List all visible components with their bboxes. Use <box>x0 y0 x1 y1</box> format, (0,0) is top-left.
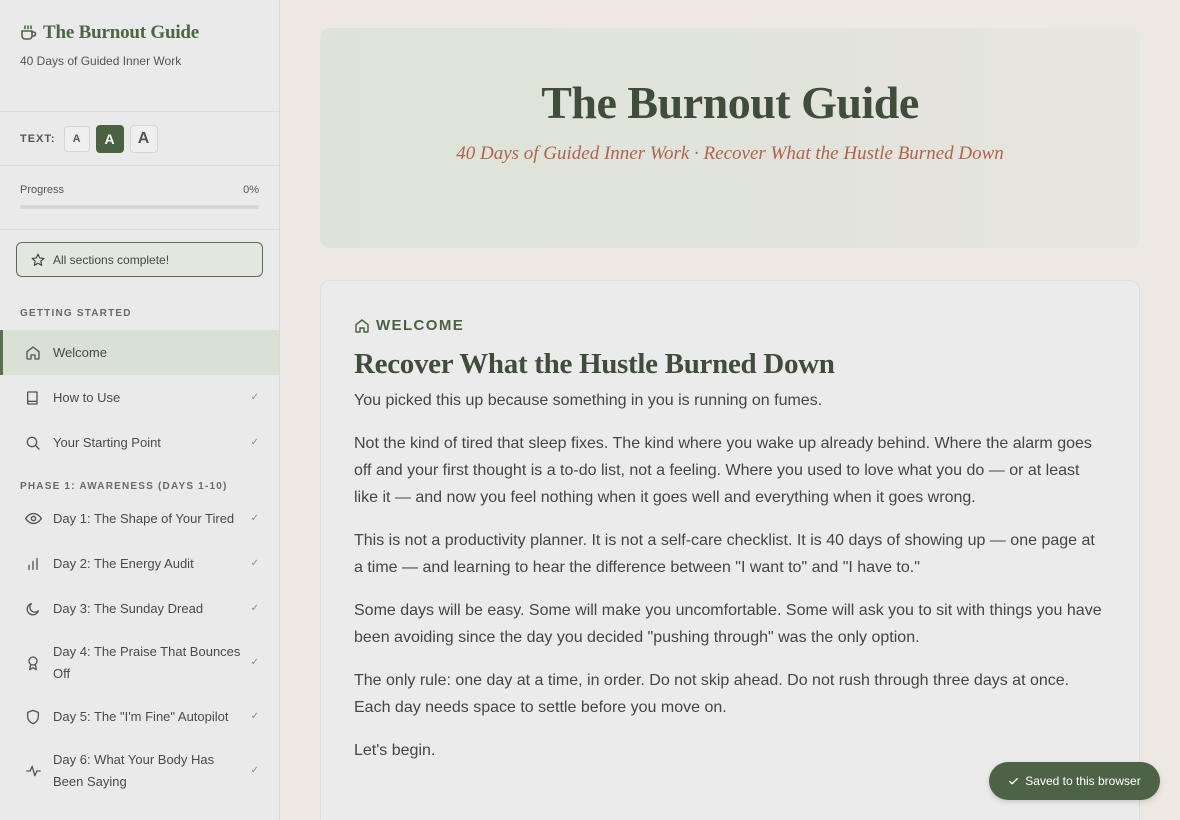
sidebar-header <box>0 0 279 112</box>
pulse-icon <box>24 762 42 780</box>
eye-icon <box>24 510 42 528</box>
sidebar-item-label: Day 3: The Sunday Dread <box>53 600 204 616</box>
saved-toast[interactable] <box>989 762 1160 800</box>
progress-value: 0% <box>243 184 259 196</box>
text-size-medium-button[interactable]: A <box>96 125 124 153</box>
check-icon: ✓ <box>250 711 259 722</box>
paragraph: Let's begin. <box>354 742 436 759</box>
paragraph: Not the kind of tired that sleep fixes. The kind where you wake up already behind. Where the alarm goes off and your first thought is a to-do list, not a feeling. Where you used to love what you do — or at least like it — and now you feel nothing when it goes well and everything when it goes wrong. <box>354 435 1092 506</box>
paragraph: You picked this up because something in you is running on fumes. <box>354 392 823 409</box>
progress-label: Progress <box>20 184 65 196</box>
sidebar-item-day-3[interactable] <box>0 586 279 631</box>
star-icon <box>31 253 45 267</box>
sidebar-item-label: Your Starting Point <box>53 434 161 450</box>
paragraph: The only rule: one day at a time, in order. Do not skip ahead. Do not rush through three days at once. Each day needs space to settle before you move on. <box>354 672 1070 716</box>
paragraph: Some days will be easy. Some will make you uncomfortable. Some will ask you to sit with things you have been avoiding since the day you decided "pushing through" was the only option. <box>354 602 1102 646</box>
sidebar-item-starting-point[interactable] <box>0 420 279 465</box>
app-subtitle: 40 Days of Guided Inner Work <box>20 54 182 68</box>
mug-icon <box>20 25 37 41</box>
sidebar-item-day-5[interactable] <box>0 694 279 739</box>
search-icon <box>24 434 42 452</box>
all-complete-badge[interactable] <box>16 242 263 277</box>
home-icon <box>24 344 42 362</box>
sidebar-item-welcome[interactable] <box>0 330 279 375</box>
text-size-label: TEXT: <box>20 132 56 145</box>
sidebar-item-label: Day 2: The Energy Audit <box>53 555 194 571</box>
sidebar-item-label: Day 6: What Your Body Has Been Saying <box>53 751 215 789</box>
hero-subtitle: 40 Days of Guided Inner Work · Recover What the Hustle Burned Down <box>456 143 1004 164</box>
text-size-small-button[interactable]: A <box>64 126 90 152</box>
section-label-getting-started: GETTING STARTED <box>20 308 132 319</box>
content-card <box>320 280 1140 820</box>
sidebar-item-label: Day 5: The "I'm Fine" Autopilot <box>53 708 229 724</box>
sidebar-item-day-2[interactable] <box>0 541 279 586</box>
section-kicker: WELCOME <box>376 317 465 334</box>
sidebar-item-day-4[interactable] <box>0 631 279 694</box>
check-icon: ✓ <box>250 765 259 776</box>
text-size-control <box>0 112 279 166</box>
paragraph: This is not a productivity planner. It is not a self-care checklist. It is 40 days of showing up — one page at a time — and learning to hear the difference between "I want to" and "I have to." <box>354 532 1095 576</box>
sidebar-item-day-1[interactable] <box>0 496 279 541</box>
shield-icon <box>24 708 42 726</box>
sidebar-item-label: Day 1: The Shape of Your Tired <box>53 510 235 526</box>
check-icon: ✓ <box>250 558 259 569</box>
app-title: The Burnout Guide <box>43 22 200 43</box>
saved-toast-text: Saved to this browser <box>1025 774 1141 788</box>
home-icon <box>354 318 370 334</box>
sidebar-item-how-to-use[interactable] <box>0 375 279 420</box>
progress-bar <box>20 205 259 209</box>
sidebar <box>0 0 280 820</box>
check-icon <box>1008 776 1019 787</box>
moon-icon <box>24 600 42 618</box>
hero-title: The Burnout Guide <box>541 77 919 128</box>
sidebar-item-day-6[interactable] <box>0 739 279 802</box>
all-complete-text: All sections complete! <box>53 252 170 267</box>
check-icon: ✓ <box>250 603 259 614</box>
check-icon: ✓ <box>250 657 259 668</box>
hero-banner <box>320 28 1140 248</box>
sidebar-item-label: Welcome <box>53 344 107 360</box>
check-icon: ✓ <box>250 513 259 524</box>
check-icon: ✓ <box>250 392 259 403</box>
award-icon <box>24 654 42 672</box>
section-title: Recover What the Hustle Burned Down <box>354 348 835 380</box>
sidebar-item-label: How to Use <box>53 389 121 405</box>
progress-section <box>0 166 279 230</box>
sidebar-item-label: Day 4: The Praise That Bounces Off <box>53 643 241 681</box>
bar-chart-icon <box>24 555 42 573</box>
check-icon: ✓ <box>250 437 259 448</box>
text-size-large-button[interactable]: A <box>130 125 158 153</box>
section-label-phase-1: PHASE 1: AWARENESS (DAYS 1-10) <box>20 481 228 492</box>
book-icon <box>24 389 42 407</box>
